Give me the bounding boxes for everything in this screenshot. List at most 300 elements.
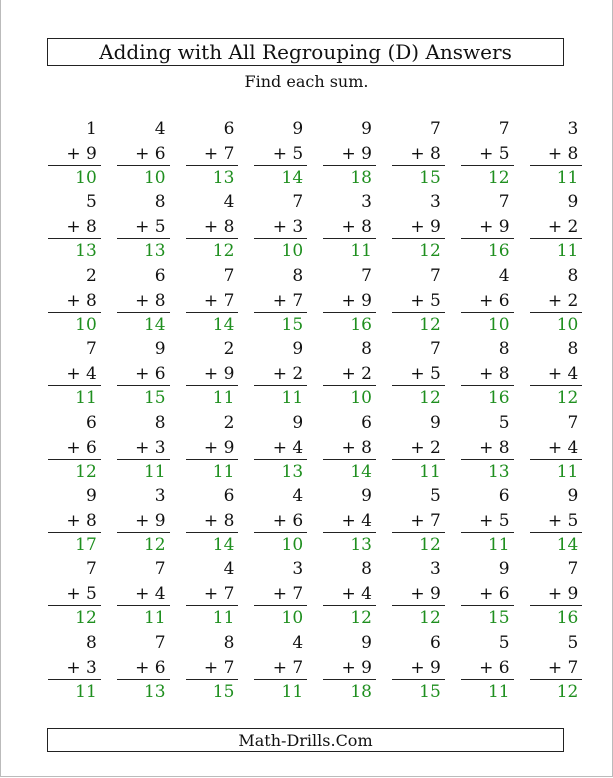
addition-problem xyxy=(522,632,591,705)
sum-line xyxy=(530,385,583,386)
addend-bottom: + 9 xyxy=(203,437,235,458)
addend-bottom: + 8 xyxy=(203,217,235,238)
sum-line xyxy=(530,532,583,533)
addend-bottom: + 9 xyxy=(341,144,372,164)
answer: 14 xyxy=(143,314,166,335)
addition-problem xyxy=(40,485,109,558)
addend-top: 6 xyxy=(429,632,441,653)
answer: 13 xyxy=(281,461,304,482)
answer: 16 xyxy=(556,608,579,629)
addend-bottom: + 6 xyxy=(135,364,166,385)
addend-bottom: + 7 xyxy=(272,657,304,678)
addition-problem xyxy=(522,191,591,264)
answer: 13 xyxy=(350,534,372,555)
sum-line xyxy=(461,312,514,313)
sum-line xyxy=(530,312,583,313)
answer: 11 xyxy=(556,461,579,482)
addition-problem xyxy=(178,485,247,558)
sum-line xyxy=(186,605,239,606)
addend-top: 5 xyxy=(498,632,510,653)
sum-line xyxy=(117,532,170,533)
addend-bottom: + 7 xyxy=(203,144,235,164)
addition-problem xyxy=(246,191,315,264)
sum-line xyxy=(323,605,376,606)
addend-top: 7 xyxy=(292,192,304,213)
answer: 14 xyxy=(556,534,579,555)
answer: 10 xyxy=(487,314,510,335)
answer: 11 xyxy=(556,241,579,262)
sum-line xyxy=(254,238,307,239)
sum-line xyxy=(48,238,101,239)
answer: 15 xyxy=(419,168,441,188)
addend-top: 7 xyxy=(154,559,166,580)
answer: 14 xyxy=(350,461,372,482)
addend-top: 9 xyxy=(292,119,304,139)
addend-top: 5 xyxy=(567,632,579,653)
sum-line xyxy=(254,532,307,533)
addend-top: 3 xyxy=(361,192,372,213)
addend-top: 6 xyxy=(223,119,235,139)
sum-line xyxy=(254,385,307,386)
answer: 12 xyxy=(350,608,372,629)
answer: 11 xyxy=(212,608,235,629)
addend-top: 7 xyxy=(361,265,372,286)
answer: 16 xyxy=(487,388,510,409)
addition-problem xyxy=(109,338,178,411)
answer: 11 xyxy=(212,461,235,482)
addition-problem xyxy=(178,338,247,411)
sum-line xyxy=(186,165,239,166)
sum-line xyxy=(186,312,239,313)
answer: 11 xyxy=(143,608,166,629)
addend-top: 3 xyxy=(429,192,441,213)
addend-top: 7 xyxy=(567,559,579,580)
addend-bottom: + 8 xyxy=(410,144,441,164)
sum-line xyxy=(48,165,101,166)
addend-top: 9 xyxy=(429,412,441,433)
sum-line xyxy=(254,679,307,680)
addend-top: 6 xyxy=(361,412,372,433)
sum-line xyxy=(392,459,445,460)
addend-top: 4 xyxy=(223,192,235,213)
addend-top: 8 xyxy=(292,265,304,286)
addition-problem xyxy=(315,485,384,558)
addend-bottom: + 7 xyxy=(203,657,235,678)
addend-top: 8 xyxy=(223,632,235,653)
addend-bottom: + 8 xyxy=(66,217,97,238)
answer: 13 xyxy=(143,681,166,702)
addend-top: 9 xyxy=(361,119,372,139)
addition-problem xyxy=(384,558,453,631)
sum-line xyxy=(323,679,376,680)
answer: 12 xyxy=(212,241,235,262)
addend-top: 6 xyxy=(223,485,235,506)
answer: 13 xyxy=(75,241,97,262)
addend-top: 7 xyxy=(429,119,441,139)
addend-top: 8 xyxy=(154,412,166,433)
addition-problem xyxy=(384,265,453,338)
addition-problem xyxy=(40,118,109,191)
addition-problem xyxy=(40,338,109,411)
addition-problem xyxy=(315,338,384,411)
addition-problem xyxy=(109,118,178,191)
answer: 10 xyxy=(350,388,372,409)
addition-problem xyxy=(178,632,247,705)
addend-top: 7 xyxy=(223,265,235,286)
addend-top: 5 xyxy=(498,412,510,433)
addend-top: 3 xyxy=(154,485,166,506)
addition-problem xyxy=(109,265,178,338)
addend-bottom: + 6 xyxy=(66,437,97,458)
addend-bottom: + 9 xyxy=(341,657,372,678)
addition-problem xyxy=(384,412,453,485)
answer: 11 xyxy=(75,681,97,702)
answer: 11 xyxy=(487,534,510,555)
addition-problem xyxy=(384,191,453,264)
addend-top: 2 xyxy=(223,412,235,433)
addend-top: 8 xyxy=(567,339,579,360)
addend-bottom: + 8 xyxy=(203,510,235,531)
instructions: Find each sum. xyxy=(244,72,369,91)
addend-top: 8 xyxy=(361,559,372,580)
addend-top: 9 xyxy=(292,339,304,360)
addition-problem xyxy=(246,632,315,705)
answer: 11 xyxy=(143,461,166,482)
addition-problem xyxy=(109,558,178,631)
answer: 14 xyxy=(212,314,235,335)
addition-problem xyxy=(246,338,315,411)
addition-problem xyxy=(178,118,247,191)
addend-top: 7 xyxy=(429,339,441,360)
addend-top: 4 xyxy=(223,559,235,580)
addend-top: 9 xyxy=(361,485,372,506)
addition-problem xyxy=(40,558,109,631)
answer: 12 xyxy=(75,461,97,482)
addend-top: 2 xyxy=(223,339,235,360)
addition-problem xyxy=(109,632,178,705)
sum-line xyxy=(323,459,376,460)
sum-line xyxy=(323,165,376,166)
addition-problem xyxy=(40,265,109,338)
addend-top: 4 xyxy=(154,119,166,139)
addition-problem xyxy=(522,558,591,631)
addend-bottom: + 2 xyxy=(547,217,579,238)
addend-bottom: + 9 xyxy=(203,364,235,385)
addition-problem xyxy=(178,412,247,485)
addend-bottom: + 5 xyxy=(479,144,510,164)
addend-bottom: + 8 xyxy=(479,364,510,385)
addend-bottom: + 6 xyxy=(479,657,510,678)
addend-bottom: + 5 xyxy=(410,290,441,311)
addend-top: 2 xyxy=(85,265,97,286)
addend-top: 8 xyxy=(85,632,97,653)
footer-text: Math-Drills.Com xyxy=(238,730,373,750)
answer: 15 xyxy=(212,681,235,702)
addition-problem xyxy=(453,338,522,411)
answer: 15 xyxy=(487,608,510,629)
addend-bottom: + 3 xyxy=(272,217,304,238)
sum-line xyxy=(117,165,170,166)
addend-bottom: + 9 xyxy=(410,584,441,605)
answer: 18 xyxy=(350,168,372,188)
addend-top: 5 xyxy=(429,485,441,506)
answer: 12 xyxy=(487,168,510,188)
sum-line xyxy=(186,238,239,239)
answer: 13 xyxy=(143,241,166,262)
addition-problem xyxy=(246,265,315,338)
sum-line xyxy=(186,532,239,533)
addition-problem xyxy=(453,265,522,338)
answer: 15 xyxy=(281,314,304,335)
answer: 10 xyxy=(143,168,166,188)
addition-problem xyxy=(522,338,591,411)
addition-problem xyxy=(384,118,453,191)
addend-top: 6 xyxy=(85,412,97,433)
addend-bottom: + 7 xyxy=(410,510,441,531)
addend-bottom: + 3 xyxy=(66,657,97,678)
sum-line xyxy=(186,385,239,386)
sum-line xyxy=(530,165,583,166)
addition-problem xyxy=(246,118,315,191)
addend-top: 4 xyxy=(292,485,304,506)
sum-line xyxy=(530,605,583,606)
addend-top: 7 xyxy=(429,265,441,286)
answer: 11 xyxy=(281,388,304,409)
addend-top: 9 xyxy=(85,485,97,506)
sum-line xyxy=(461,679,514,680)
sum-line xyxy=(48,459,101,460)
answer: 12 xyxy=(419,314,441,335)
sum-line xyxy=(392,238,445,239)
sum-line xyxy=(323,238,376,239)
sum-line xyxy=(117,385,170,386)
answer: 11 xyxy=(350,241,372,262)
addend-top: 7 xyxy=(85,559,97,580)
addend-bottom: + 9 xyxy=(135,510,166,531)
answer: 13 xyxy=(212,168,235,188)
addition-problem xyxy=(453,632,522,705)
addition-problem xyxy=(315,558,384,631)
sum-line xyxy=(323,312,376,313)
addition-problem xyxy=(315,191,384,264)
answer: 11 xyxy=(212,388,235,409)
addend-top: 3 xyxy=(429,559,441,580)
addition-problem xyxy=(384,485,453,558)
addend-top: 9 xyxy=(361,632,372,653)
sum-line xyxy=(117,605,170,606)
addend-top: 4 xyxy=(292,632,304,653)
answer: 14 xyxy=(212,534,235,555)
answer: 12 xyxy=(556,681,579,702)
addition-problem xyxy=(453,118,522,191)
answer: 12 xyxy=(75,608,97,629)
answer: 15 xyxy=(143,388,166,409)
addend-bottom: + 7 xyxy=(203,290,235,311)
addend-top: 7 xyxy=(85,339,97,360)
addition-problem xyxy=(109,412,178,485)
addition-problem xyxy=(522,412,591,485)
addition-problem xyxy=(178,558,247,631)
addend-bottom: + 4 xyxy=(135,584,166,605)
addend-top: 8 xyxy=(498,339,510,360)
sum-line xyxy=(48,312,101,313)
answer: 12 xyxy=(419,534,441,555)
sum-line xyxy=(117,459,170,460)
answer: 12 xyxy=(419,241,441,262)
addition-problem xyxy=(109,485,178,558)
addend-top: 9 xyxy=(567,485,579,506)
addend-bottom: + 5 xyxy=(135,217,166,238)
sum-line xyxy=(461,385,514,386)
sum-line xyxy=(461,532,514,533)
addition-problem xyxy=(315,265,384,338)
sum-line xyxy=(461,238,514,239)
addition-problem xyxy=(384,632,453,705)
addend-bottom: + 7 xyxy=(272,584,304,605)
addend-bottom: + 5 xyxy=(272,144,304,164)
answer: 11 xyxy=(281,681,304,702)
answer: 10 xyxy=(281,534,304,555)
answer: 17 xyxy=(75,534,97,555)
addend-bottom: + 5 xyxy=(547,510,579,531)
sum-line xyxy=(392,532,445,533)
sum-line xyxy=(323,532,376,533)
addition-problem xyxy=(246,485,315,558)
addend-bottom: + 8 xyxy=(66,290,97,311)
addition-problem xyxy=(178,191,247,264)
addition-problem xyxy=(384,338,453,411)
sum-line xyxy=(392,679,445,680)
addend-bottom: + 8 xyxy=(479,437,510,458)
sum-line xyxy=(117,238,170,239)
addend-bottom: + 9 xyxy=(341,290,372,311)
sum-line xyxy=(48,605,101,606)
addition-problem xyxy=(453,485,522,558)
addition-problem xyxy=(40,191,109,264)
addend-bottom: + 8 xyxy=(341,217,372,238)
addend-top: 9 xyxy=(292,412,304,433)
addend-top: 9 xyxy=(498,559,510,580)
addition-problem xyxy=(315,632,384,705)
addend-bottom: + 4 xyxy=(547,364,579,385)
addend-top: 7 xyxy=(498,119,510,139)
addend-bottom: + 5 xyxy=(66,584,97,605)
problem-grid xyxy=(40,118,580,705)
addition-problem xyxy=(522,118,591,191)
addition-problem xyxy=(453,558,522,631)
answer: 16 xyxy=(487,241,510,262)
addend-bottom: + 4 xyxy=(272,437,304,458)
addend-bottom: + 5 xyxy=(410,364,441,385)
addition-problem xyxy=(453,412,522,485)
sum-line xyxy=(530,238,583,239)
addend-top: 8 xyxy=(567,265,579,286)
addend-bottom: + 7 xyxy=(272,290,304,311)
addend-bottom: + 9 xyxy=(66,144,97,164)
addend-top: 6 xyxy=(154,265,166,286)
answer: 12 xyxy=(419,388,441,409)
sum-line xyxy=(48,385,101,386)
sum-line xyxy=(48,532,101,533)
sum-line xyxy=(323,385,376,386)
addition-problem xyxy=(522,265,591,338)
answer: 11 xyxy=(75,388,97,409)
addend-bottom: + 7 xyxy=(547,657,579,678)
sum-line xyxy=(530,679,583,680)
answer: 11 xyxy=(487,681,510,702)
addend-bottom: + 2 xyxy=(410,437,441,458)
sum-line xyxy=(461,459,514,460)
addition-problem xyxy=(178,265,247,338)
addend-top: 5 xyxy=(85,192,97,213)
sum-line xyxy=(117,679,170,680)
addend-top: 3 xyxy=(567,119,579,139)
addition-problem xyxy=(246,412,315,485)
addend-top: 3 xyxy=(292,559,304,580)
addend-bottom: + 9 xyxy=(410,657,441,678)
addend-bottom: + 5 xyxy=(479,510,510,531)
addition-problem xyxy=(315,412,384,485)
sum-line xyxy=(117,312,170,313)
addend-bottom: + 8 xyxy=(341,437,372,458)
addition-problem xyxy=(315,118,384,191)
answer: 13 xyxy=(487,461,510,482)
sum-line xyxy=(186,459,239,460)
answer: 12 xyxy=(556,388,579,409)
addend-top: 8 xyxy=(361,339,372,360)
addend-top: 8 xyxy=(154,192,166,213)
addend-bottom: + 9 xyxy=(479,217,510,238)
sum-line xyxy=(186,679,239,680)
addend-bottom: + 4 xyxy=(341,510,372,531)
answer: 14 xyxy=(281,168,304,188)
sum-line xyxy=(392,165,445,166)
addition-problem xyxy=(40,412,109,485)
sum-line xyxy=(48,679,101,680)
sum-line xyxy=(461,605,514,606)
addend-top: 7 xyxy=(567,412,579,433)
addend-bottom: + 2 xyxy=(547,290,579,311)
addend-bottom: + 3 xyxy=(135,437,166,458)
addend-bottom: + 6 xyxy=(135,657,166,678)
addend-top: 9 xyxy=(154,339,166,360)
addend-top: 7 xyxy=(498,192,510,213)
addend-bottom: + 2 xyxy=(341,364,372,385)
addition-problem xyxy=(522,485,591,558)
answer: 10 xyxy=(281,608,304,629)
addition-problem xyxy=(246,558,315,631)
addend-bottom: + 9 xyxy=(410,217,441,238)
addend-bottom: + 2 xyxy=(272,364,304,385)
addend-top: 4 xyxy=(498,265,510,286)
answer: 11 xyxy=(419,461,441,482)
addend-bottom: + 9 xyxy=(547,584,579,605)
sum-line xyxy=(254,165,307,166)
addend-bottom: + 4 xyxy=(341,584,372,605)
answer: 18 xyxy=(350,681,372,702)
sum-line xyxy=(254,605,307,606)
worksheet-title-text: Adding with All Regrouping (D) Answers xyxy=(99,40,512,64)
addend-top: 6 xyxy=(498,485,510,506)
sum-line xyxy=(392,312,445,313)
sum-line xyxy=(254,459,307,460)
sum-line xyxy=(392,385,445,386)
answer: 15 xyxy=(419,681,441,702)
addend-bottom: + 4 xyxy=(547,437,579,458)
sum-line xyxy=(461,165,514,166)
answer: 10 xyxy=(75,168,97,188)
addend-bottom: + 6 xyxy=(479,584,510,605)
